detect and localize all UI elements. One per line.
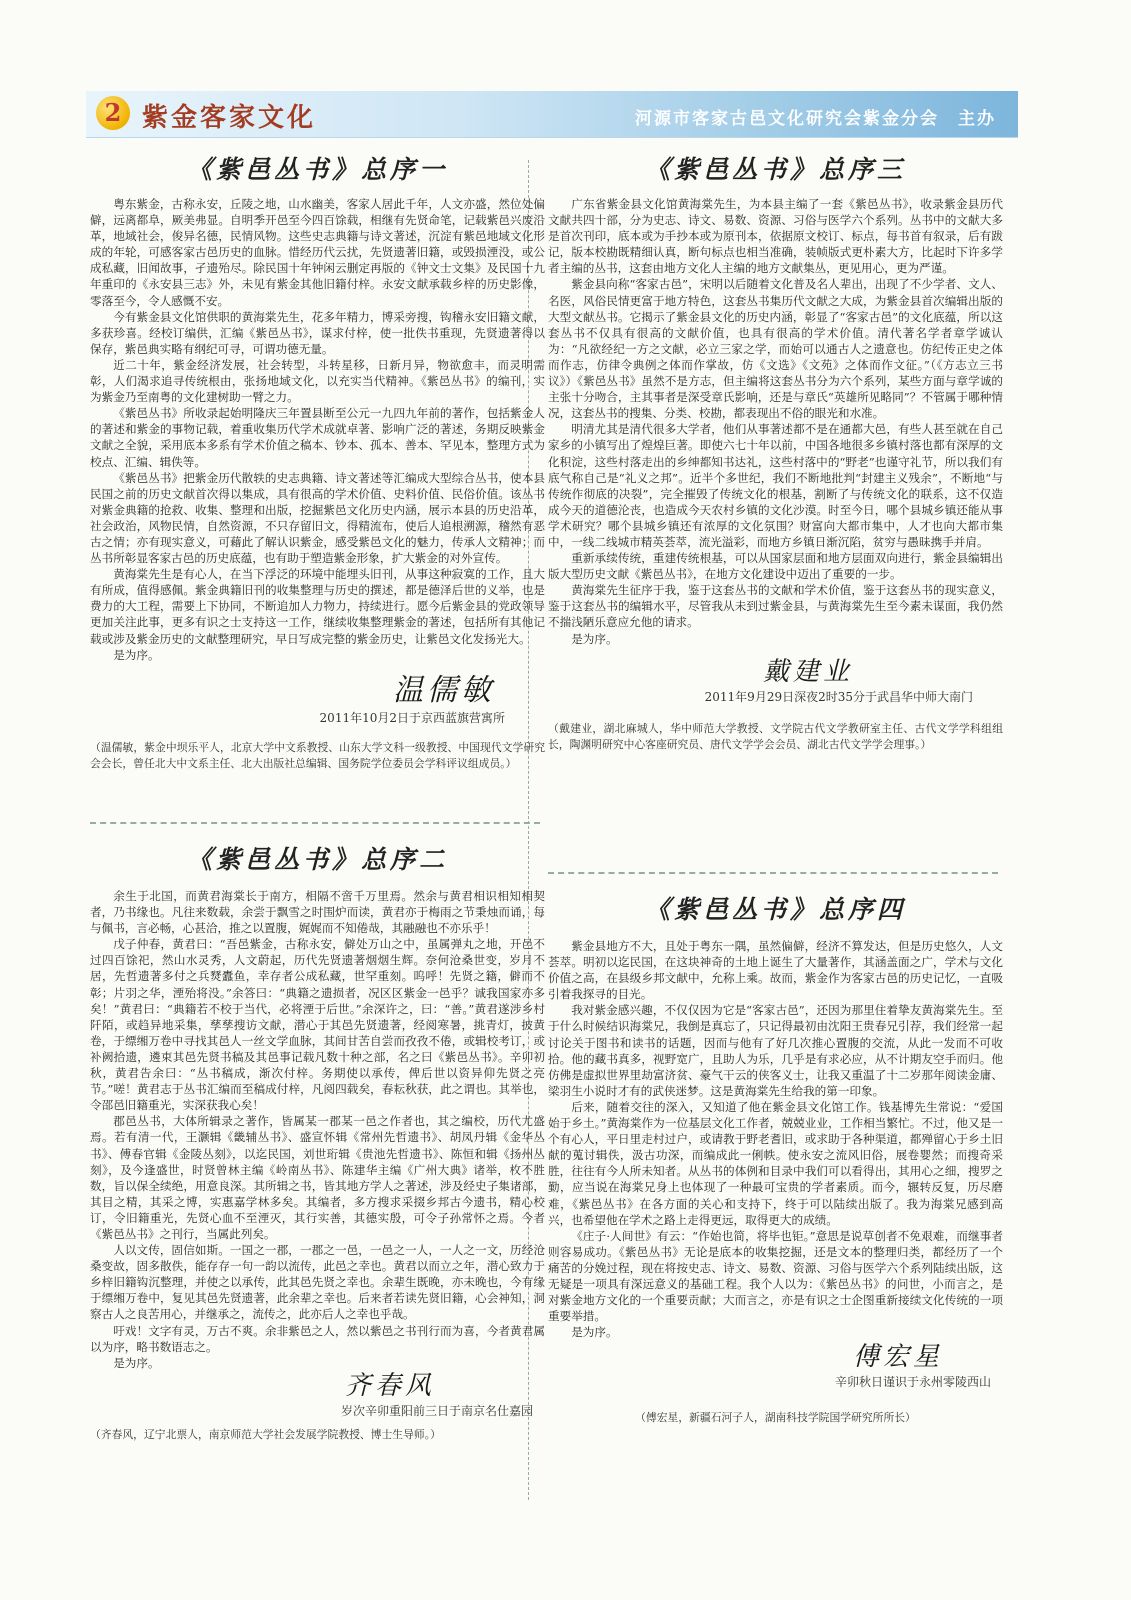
signature: 傅宏星 bbox=[852, 1342, 943, 1373]
paragraph: 紫金县地方不大，且处于粤东一隅，虽然偏僻，经济不算发达，但是历史悠久，人文荟萃。明初以迄民国，在这块神奇的土地上诞生了大量著作，其涵盖面之广，学术与文化价值之高，在县级乡邦文献中，允称上乘。故而，紫金作为客家古邑的历史记忆，一直吸引着我探寻的目光。 bbox=[548, 939, 1003, 1002]
paragraph: 吁戏！文字有灵，万古不爽。余非紫邑之人，然以紫邑之书刊行而为喜，今者黄君属以为序，略书数语志之。 bbox=[90, 1323, 545, 1354]
paragraph: 郡邑丛书，大体所辑录之著作，皆属某一郡某一邑之作者也，其之编校，历代尤盛焉。若有清一代，王灏辑《畿辅丛书》、盛宣怀辑《常州先哲遗书》、胡凤丹辑《金华丛书》、傅春官辑《金陵丛刻》，以迄民国，刘世珩辑《贵池先哲遗书》、陈恒和辑《扬州丛刻》，及今逢盛世，时贤曾林主编《岭南丛书》、陈建华主编《广州大典》诸举，枚不胜数，旨以保全续绝，用意良深。其所辑之书，皆其地方学人之著述，涉及经史子集诸部，其目之精，其采之博，实惠嘉学林多矣。其编者，多方搜求采掇乡邦古今遗书，精心校订，令旧籍重光，先贤心血不至湮灭，其行实善，其德实殷，可令子孙常怀之焉。今者《紫邑丛书》之刊行，当属此列矣。 bbox=[90, 1114, 545, 1241]
paragraph: 粤东紫金，古称永安，丘陵之地，山水幽美，客家人居此千年，人文亦盛，然位处偏僻，远离都阜，厥美弗显。自明季开邑至今四百馀载，相继有先贤命笔，记载紫邑兴废沿革，地域社会，俊异名德，民情风物。这些史志典籍与诗文著述，沉淀有紫邑地域文化形成的年轮，可感客家古邑历史的血脉。惜经历代云扰，先贤遗著旧籍，或毁损湮没，或公成私藏，旧闻故事，孑遗殆尽。除民国十年钟闲云删定再版的《钟文士文集》及民国十九年重印的《永安县三志》外，未见有紫金其他旧籍付梓。永安文献承载乡梓的历史影像，零落至今，令人感慨不安。 bbox=[90, 197, 545, 308]
paragraph: 紫金县向称“客家古邑”，宋明以后随着文化普及名人辈出，出现了不少学者、文人、名医，风俗民情更富于地方特色，这套丛书集历代文献之大成，为紫金县首次编辑出版的大型文献丛书。它揭示了紫金县文化的历史内涵，彰显了“客家古邑”的文化底蕴，所以这套丛书不仅具有很高的文献价值，也具有很高的学术价值。清代著名学者章学诚认为：“凡欲经纪一方之文献，必立三家之学，而始可以通古人之遗意也。仿纪传正史之体而作志，仿律令典例之体而作掌故，仿《文选》《文苑》之体而作文征。”（《方志立三书议》）《紫邑丛书》虽然不是方志，但主编将这套丛书分为六个系列，某些方面与章学诚的主张十分吻合，主其事者是深受章氏影响，还是与章氏“英雄所见略同”？不管属于哪种情况，这套丛书的搜集、分类、校勘，都表现出不俗的眼光和水准。 bbox=[548, 277, 1003, 421]
date-line: 辛卯秋日谨识于永州零陵西山 bbox=[834, 1375, 991, 1390]
section-divider bbox=[90, 822, 540, 824]
paragraph: 黄海棠先生征序于我，鉴于这套丛书的文献和学术价值，鉴于这套丛书的现实意义，鉴于这套丛书的编辑水平，尽管我从未到过紫金县，与黄海棠先生至今素未谋面，我仍然不揣浅陋乐意应允他的请求。 bbox=[548, 583, 1003, 630]
paragraph: 明清尤其是清代很多大学者，他们从事著述都不是在通都大邑，有些人甚至就在自己家乡的小镇写出了煌煌巨著。即使六七十年以前，中国各地很多乡镇村落也都有深厚的文化积淀，这些村落走出的乡绅都知书达礼，这些村落中的“野老”也谨守礼节，所以我们有底气称自己是“礼义之邦”。近半个多世纪，我们不断地批判“封建主义残余”，不断地“与传统作彻底的决裂”，完全摧毁了传统文化的根基，割断了与传统文化的联系，这不仅造成今天的道德沦丧，也造成今天农村乡镇的文化沙漠。时至今日，哪个县城乡镇还能从事学术研究？哪个县城乡镇还有浓厚的文化氛围？财富向大都市集中，人才也向大都市集中，一线二线城市精英荟萃，流光溢彩，而地方乡镇日渐沉陷，贫穷与愚昧携手并肩。 bbox=[548, 422, 1003, 549]
paragraph: 广东省紫金县文化馆黄海棠先生，为本县主编了一套《紫邑丛书》，收录紫金县历代文献共四十部，分为史志、诗文、易数、资源、习俗与医学六个系列。丛书中的文献大多是首次刊印，底本或为手抄本或为原刊本，依据原文校订、标点，每书首有叙录，后有跋记，版本校勘既精细认真，断句标点也相当准确，装帧版式更朴素大方，比起时下许多学者主编的丛书，这套由地方文化人主编的地方文献集丛，更见用心，更为严谨。 bbox=[548, 197, 1003, 276]
paragraph: 《紫邑丛书》把紫金历代散轶的史志典籍、诗文著述等汇编成大型综合丛书，使本县民国之前的历史文献首次得以集成，具有很高的学术价值、史料价值、民俗价值。该丛书对紫金典籍的抢救、收集、整理和出版，挖掘紫邑文化历史内涵，展示本县的历史沿革，社会政治，风物民情，自然资源，不只存留旧文，得精流布，使后人追根溯源，稽然有恶古之情；亦有现实意义，可藉此了解认识紫金，感受紫邑文化的魅力，传承人文精神；而丛书所彰显客家古邑的历史底蕴，也有助于塑造紫金形象，扩大紫金的对外宣传。 bbox=[90, 470, 545, 566]
paragraph: 后来，随着交往的深入，又知道了他在紫金县文化馆工作。钱基博先生常说：“爱国始于乡土。”黄海棠作为一位基层文化工作者，兢兢业业，工作相当繁忙。不过，他又是一个有心人，平日里走村过户，或请教于野老耆旧，或求助于各种渠道，都殚留心于乡土旧献的蒐讨辑佚，汲古功深，而编成此一俐帙。使永安之流风旧俗，展卷婴然；而搜奇采胜，往往有今人所未知者。从丛书的体例和目录中我们可以看得出，其用心之细，搜罗之勤，应当说在海棠兄身上也体现了一种最可宝贵的学者素质。而今，辗转反复，历尽磨难，《紫邑丛书》在各方面的关心和支持下，终于可以陆续出版了。我为海棠兄感到高兴，也希望他在学术之路上走得更远，取得更大的成绩。 bbox=[548, 1099, 1003, 1227]
paragraph: 重新承续传统，重建传统根基，可以从国家层面和地方层面双向进行，紫金县编辑出版大型历史文献《紫邑丛书》，在地方文化建设中迈出了重要的一步。 bbox=[548, 551, 1003, 582]
page-banner bbox=[86, 91, 1018, 138]
preface-title: 《紫邑丛书》总序一 bbox=[186, 155, 448, 184]
paragraph: 是为序。 bbox=[113, 1355, 160, 1370]
paragraph: 是为序。 bbox=[113, 647, 160, 662]
signature: 温儒敏 bbox=[393, 672, 495, 708]
date-line: 2011年10月2日于京西蓝旗营寓所 bbox=[319, 710, 505, 725]
author-bio: （傅宏星，新疆石河子人，湖南科技学院国学研究所所长） bbox=[635, 1411, 916, 1425]
paragraph: 我对紫金感兴趣，不仅仅因为它是“客家古邑”，还因为那里住着挚友黄海棠先生。至于什么时候结识海棠兄，我倒是真忘了，只记得最初由沈阳王贵春兄引荐，我们经常一起讨论关于图书和读书的话题，因而与他有了好几次推心置腹的交流，从此一发而不可收拾。他的藏书真多，视野宽广，且助人为乐，几乎是有求必应，从不计期友空手而归。他仿佛是虚拟世界里劫富济贫、豪气干云的侠客义士，让我又重温了十二岁那年阅读金庸、梁羽生小说时才有的武侠迷梦。这是黄海棠先生给我的第一印象。 bbox=[548, 1003, 1003, 1098]
section-title: 紫金客家文化 bbox=[142, 103, 317, 133]
paragraph: 近二十年，紫金经济发展，社会转型，斗转星移，日新月异，物欲愈丰，而灵明需彰，人们渴求追寻传统根由，张扬地域文化，以充实当代精神。《紫邑丛书》的编刊，实为紫金乃至南粤的文化建树助一臂之力。 bbox=[90, 357, 545, 405]
page-number-badge: 2 bbox=[96, 96, 130, 130]
paragraph: 黄海棠先生是有心人，在当下浮泛的环境中能埋头旧刊，从事这种寂寞的工作，且大有所成，值得感佩。紫金典籍旧刊的收集整理与历史的撰述，都是德泽后世的义举，也是费力的大工程，需要上下协同，不断追加人力物力，持续进行。愿今后紫金县的党政领导更加关注此事，更多有识之士支持这一工作，继续收集整理紫金的著述，包括所有其他记载或涉及紫金历史的文献整理研究，早日写成完整的紫金历史，让紫邑文化发扬光大。 bbox=[90, 567, 545, 646]
paragraph: 是为序。 bbox=[571, 1325, 618, 1340]
date-line: 岁次辛卯重阳前三日于南京名仕嘉园 bbox=[340, 1403, 533, 1418]
paragraph: 《紫邑丛书》所收录起始明隆庆三年置县断至公元一九四九年前的著作，包括紫金人的著述和紫金的事物记载，着重收集历代学术成就卓著、影响广泛的著述，务期反映紫金文献之全貌，采用底本多系有学术价值之稿本、钞本、孤本、善本、罕见本，整理方式为校点、汇编、辑佚等。 bbox=[90, 406, 545, 469]
section-divider bbox=[548, 872, 998, 874]
preface-title: 《紫邑丛书》总序二 bbox=[186, 845, 448, 874]
paragraph: 戊子仲春，黄君曰：“吾邑紫金，古称永安，僻处万山之中，虽属弹丸之地，开邑不过四百馀祀，然山水灵秀，人文蔚起，历代先贤遗著烟烟生辉。奈何沧桑世变，岁月不居，先哲遗著多付之兵燹蠹鱼，幸存者公成私藏，世罕重刻。呜呼！先贤之籍，僻而不彰；片羽之华，湮殆将没。”余答曰：“典籍之遗损者，况区区紫金一邑乎？诚我国家亦多矣！”黄君曰：“典籍若不校于当代，必将湮于后世。”余深许之，曰：“善。”黄君遂涉乡村阡陌，或趋异地采集，孳孳搜访文献，潜心于其邑先贤遗著，经阅寒暑，挑青灯，披黄卷，于缥缃万卷中寻找其邑人一丝文学血脉，其间甘苦自尝而孜孜不倦，或辑校考订，或补阙拾遗，遴束其邑先贤书稿及其邑事记载凡数十种之部，名之曰《紫邑丛书》。辛卯初秋，黄君告余曰：“丛书稿成，渐次付梓。务期使以承传，俾后世以资异仰先贤之亮节。”嗟！黄君志于丛书汇编而至稿成付梓，凡阅四载矣，春耘秋获，此之谓也。其举也，令邵邑旧籍重光，实深获我心矣！ bbox=[90, 937, 545, 1113]
paragraph: 人以文传，固信如斯。一国之一郡，一郡之一邑，一邑之一人，一人之一文，历经沧桑变故，固多散佚，能存存一句一韵以流传，此邑之幸也。黄君以而立之年，潜心致力于乡梓旧籍钩沉整理，并使之以承传，此其邑先贤之幸也。余辈生既晚，亦未晚也，今有缘于缥缃万卷中，复见其邑先贤遗著，此余辈之幸也。后来者若读先贤旧籍，心会神知，洞察古人之良苦用心，并继承之，流传之，此亦后人之幸也乎哉。 bbox=[90, 1243, 545, 1322]
preface-title: 《紫邑丛书》总序三 bbox=[644, 155, 906, 184]
preface-three bbox=[548, 150, 1003, 753]
paragraph: 是为序。 bbox=[571, 631, 618, 646]
date-line: 2011年9月29日深夜2时35分于武昌华中师大南门 bbox=[704, 689, 973, 704]
preface-four bbox=[548, 890, 1003, 1426]
author-bio: （齐春风，辽宁北票人，南京师范大学社会发展学院教授、博士生导师。） bbox=[90, 1427, 441, 1441]
preface-one bbox=[90, 150, 545, 772]
paragraph: 余生于北国，而黄君海棠长于南方，相隔不啻千万里焉。然余与黄君相识相知相契者，乃书缘也。凡往来数载，余尝于飘雪之时围炉而读，黄君亦于梅雨之节秉烛而诵，每与佩书，言必畅，心甚洽，推之以置腹，娓娓而不知倦哉，其融融也不亦乐乎！ bbox=[90, 889, 545, 936]
preface-two bbox=[90, 840, 545, 1443]
paragraph: 《庄子·人间世》有云：“作始也简，将毕也钜。”意思是说草创者不免艰难，而继事者则容易成功。《紫邑丛书》无论是底本的收集挖掘，还是文本的整理归类，都经历了一个痛苦的分娩过程，现在将按史志、诗文、易数、资源、习俗与医学六个系列陆续出版，这无疑是一项具有深远意义的基础工程。我个人以为：《紫邑丛书》的问世，小而言之，是对紫金地方文化的一个重要贡献；大而言之，亦是有识之士企图重新接续文化传统的一项重要举措。 bbox=[548, 1228, 1003, 1324]
organizer-label: 河源市客家古邑文化研究会紫金分会 主办 bbox=[635, 109, 996, 129]
signature: 戴建业 bbox=[762, 656, 853, 687]
preface-title: 《紫邑丛书》总序四 bbox=[644, 895, 906, 924]
paragraph: 今有紫金县文化馆供职的黄海棠先生，花多年精力，博采旁搜，钩稽永安旧籍文献，多获珍喜。经校订编供，汇编《紫邑丛书》，谋求付梓，使一批佚书重现，先贤遗著得以保存，紫邑典实略有纲纪可寻，可谓功德无量。 bbox=[90, 309, 545, 356]
author-bio: （温儒敏，紫金中坝乐平人，北京大学中文系教授、山东大学文科一级教授、中国现代文学研究会会长，曾任北大中文系主任、北大出版社总编辑、国务院学位委员会学科评议组成员。） bbox=[90, 740, 545, 770]
signature: 齐春风 bbox=[344, 1370, 435, 1401]
author-bio: （戴建业，湖北麻城人，华中师范大学教授、文学院古代文学教研室主任、古代文学学科组组长，陶渊明研究中心客座研究员、唐代文学学会会员、湖北古代文学学会理事。） bbox=[548, 721, 1003, 751]
